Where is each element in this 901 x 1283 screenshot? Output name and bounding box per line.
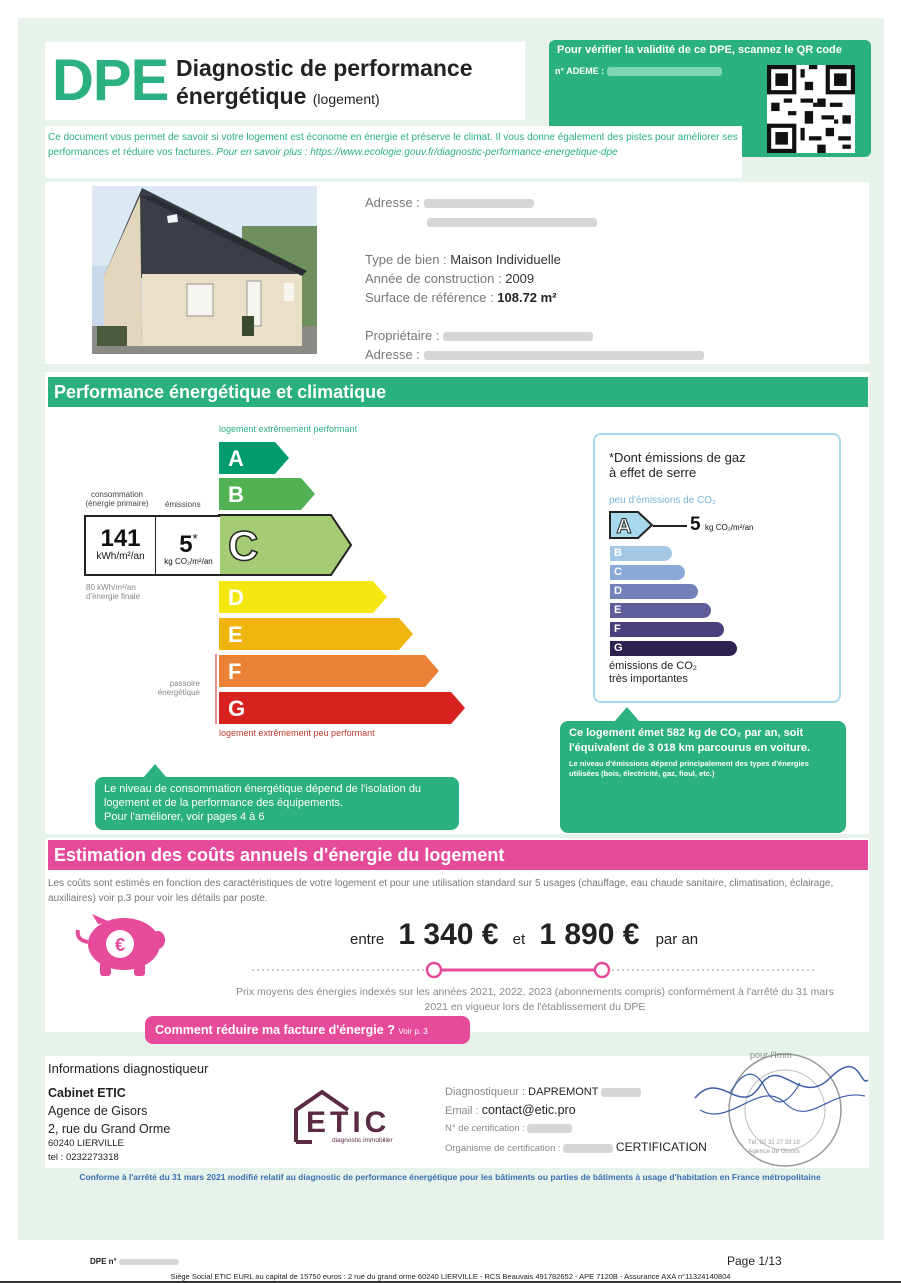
cert-redacted [527,1124,572,1133]
ges-class-bar-c: C [610,565,685,580]
company-contact [48,1137,124,1165]
performance-heading: Performance énergétique et climatique [48,377,868,407]
year-value: 2009 [505,271,535,286]
energy-class-bar-f [219,655,439,687]
etic-logo-sub: diagnostic immobilier [332,1137,393,1144]
owner-redacted [443,332,593,341]
stamp-tel: Tél. 02 32 27 33 18 [748,1140,800,1146]
org-label: Organisme de certification : [445,1143,561,1154]
costs-entre: entre [350,931,385,948]
org-redacted [563,1144,613,1153]
legal-footer: Siège Social ETIC EURL au capital de 15750 euros : 2 rue du grand orme 60240 LIERVILLE - RCS Beauvais 491782652 - APE 7120B - Assurance AXA n°11324140804 [170,1272,731,1281]
energy-scale [214,438,474,728]
owner-label: Propriétaire : [365,328,440,343]
intro-body: Ce document vous permet de savoir si votre logement est économe en énergie et préserve le climat. Il vous donne également des pistes pour améliorer ses performances et réduire vos factures. [48,132,738,158]
final-energy-label: 80 kWh/m²/an d'énergie finale [86,583,141,601]
company-city: 60240 LIERVILLE [48,1138,124,1149]
address-label: Adresse : [365,195,420,210]
stamp-bottom-text: Agence de Gisors [748,1148,800,1155]
qr-code-icon [767,65,855,153]
ges-value-block [690,514,753,536]
email-label: Email : [445,1105,479,1117]
energy-class-label-a: A [228,446,244,471]
intro-text [48,130,738,160]
ges-class-bar-b: B [610,546,672,561]
ges-class-bar-f: F [610,622,724,637]
dpe-number [90,1257,179,1266]
energy-class-bar-d [219,581,387,613]
costs-prices-note: Prix moyens des énergies indexés sur les années 2021, 2022, 2023 (abonnements compris) conformément à l'arrêté du 31 mars 2021 en vigueur lors de l'établissement du DPE [236,986,834,1013]
qr-code[interactable] [765,63,857,155]
company-name: Cabinet ETIC [48,1086,126,1100]
energy-class-label-c: C [228,522,259,569]
costs-description: Les coûts sont estimés en fonction des caractéristiques de votre logement et pour une utilisation standard sur 5 usages (chauffage, eau chaude sanitaire, climatisation, éclairage, auxiliaires) voir p.3 pour voir les détails par poste. [48,878,834,904]
owner-address-redacted [424,351,704,360]
intro-link[interactable]: Pour en savoir plus : https://www.ecologie.gouv.fr/diagnostic-performance-energetique-dpe [216,147,618,158]
costs-heading: Estimation des coûts annuels d'énergie du logement [48,840,868,870]
page-title [176,54,473,113]
costs-max: 1 890 € [539,918,640,951]
ges-callout [560,721,846,833]
title-line-1: Diagnostic de performance [176,55,473,81]
house-photo [92,186,317,354]
reduce-bill-sub: Voir p. 3 [398,1027,428,1036]
etic-logo [292,1086,410,1148]
energy-class-label-e: E [228,622,243,647]
passoire-label: passoire énergétique [157,679,200,697]
org-value: CERTIFICATION [615,1140,707,1154]
conso-unit: kWh/m²/an [96,551,145,562]
etic-logo-text: ETIC [306,1106,391,1139]
reduce-bill-label: Comment réduire ma facture d'énergie ? [155,1023,395,1037]
ges-value: 5 [690,514,701,535]
diagnostician-company-block [48,1084,170,1138]
type-label: Type de bien : [365,252,447,267]
top-performance-label: logement extrêmement performant [219,424,358,434]
ademe-label-text: n° ADEME : [555,66,605,76]
ges-class-bar-e: E [610,603,711,618]
costs-range-bar [250,958,820,982]
diag-name-redacted [601,1088,641,1097]
costs-et: et [512,931,526,948]
performance-value-box [84,515,220,576]
company-agency: Agence de Gisors [48,1104,148,1118]
diagnostician-details [445,1083,707,1158]
stamp-top-text: pour l'Imm [750,1050,792,1060]
reduce-bill-button[interactable] [145,1016,470,1044]
ges-bottom-label: émissions de CO₂ très importantes [609,660,698,685]
ges-callout-text: Ce logement émet 582 kg de CO₂ par an, soit l'équivalent de 3 018 km parcourus en voiture. [569,727,811,754]
energy-class-label-b: B [228,482,244,507]
energy-class-label-d: D [228,585,244,610]
dpe-number-redacted [119,1259,179,1265]
cert-label: N° de certification : [445,1123,525,1134]
email-value[interactable]: contact@etic.pro [481,1103,576,1117]
costs-min-marker [427,963,441,977]
emis-star: * [192,531,198,546]
costs-range [350,918,698,952]
company-tel: tel : 0232273318 [48,1152,119,1163]
costs-par-an: par an [655,931,699,948]
title-line-2: énergétique [176,83,307,109]
ges-class-bar-g: G [610,641,737,656]
costs-min: 1 340 € [398,918,499,951]
ges-callout-small: Le niveau d'émissions dépend principalement des types d'énergies utilisées (bois, électricité, gaz, fioul, etc.) [569,759,809,778]
dpe-logo: DPE [52,48,169,113]
address-line2-redacted [427,218,597,227]
ges-pointer-line [653,525,687,527]
emis-unit: kg CO₂/m²/an [164,557,213,566]
diagnostician-title: Informations diagnostiqueur [48,1061,209,1076]
ademe-number-redacted [607,67,722,76]
conso-value: 141 [100,525,141,552]
surface-label: Surface de référence : [365,290,494,305]
conso-callout-link[interactable]: Pour l'améliorer, voir pages 4 à 6 [104,811,265,823]
emissions-cell [157,517,220,574]
dpe-number-label: DPE n° [90,1257,117,1266]
type-value: Maison Individuelle [450,252,561,267]
emis-value: 5 [179,531,193,558]
ges-top-label: peu d'émissions de CO₂ [609,495,716,506]
ges-class-bar-d: D [610,584,698,599]
year-label: Année de construction : [365,271,502,286]
energy-class-bar-g [219,692,465,724]
ges-scale [610,546,750,660]
compliance-note: Conforme à l'arrêté du 31 mars 2021 modifié relatif au diagnostic de performance énergétique pour les bâtiments ou parties de bâtiments à usage d'habitation en France métropolitaine [79,1172,821,1182]
bottom-performance-label: logement extrêmement peu performant [219,728,375,738]
company-stamp [690,1048,870,1170]
surface-value: 108.72 m² [497,290,557,305]
ges-rating-letter: A [616,515,632,538]
costs-max-marker [595,963,609,977]
address-redacted [424,199,534,208]
conso-label: consommation (énergie primaire) [85,490,149,508]
diag-label: Diagnostiqueur : [445,1086,526,1098]
ges-note: *Dont émissions de gaz à effet de serre [609,450,746,480]
energy-class-label-g: G [228,696,246,721]
energy-class-bar-e [219,618,413,650]
conso-callout-text: Le niveau de consommation énergétique dépend de l'isolation du logement et de la performance des équipements. [104,783,422,809]
piggy-bank-icon [72,910,170,980]
qr-instructions: Pour vérifier la validité de ce DPE, scannez le QR code [557,44,842,56]
energy-class-label-f: F [228,659,242,684]
title-sub: (logement) [312,91,380,107]
ademe-number-label [555,66,722,76]
ges-unit: kg CO₂/m²/an [705,523,754,532]
company-street: 2, rue du Grand Orme [48,1122,171,1136]
svg-text:€: € [114,935,126,955]
emissions-label: émissions [165,500,201,509]
conso-callout [95,777,459,830]
page-number: Page 1/13 [727,1254,782,1268]
diag-value: DAPREMONT [528,1086,599,1098]
property-info [365,193,704,364]
owner-address-label: Adresse : [365,347,420,362]
conso-cell [86,517,156,574]
